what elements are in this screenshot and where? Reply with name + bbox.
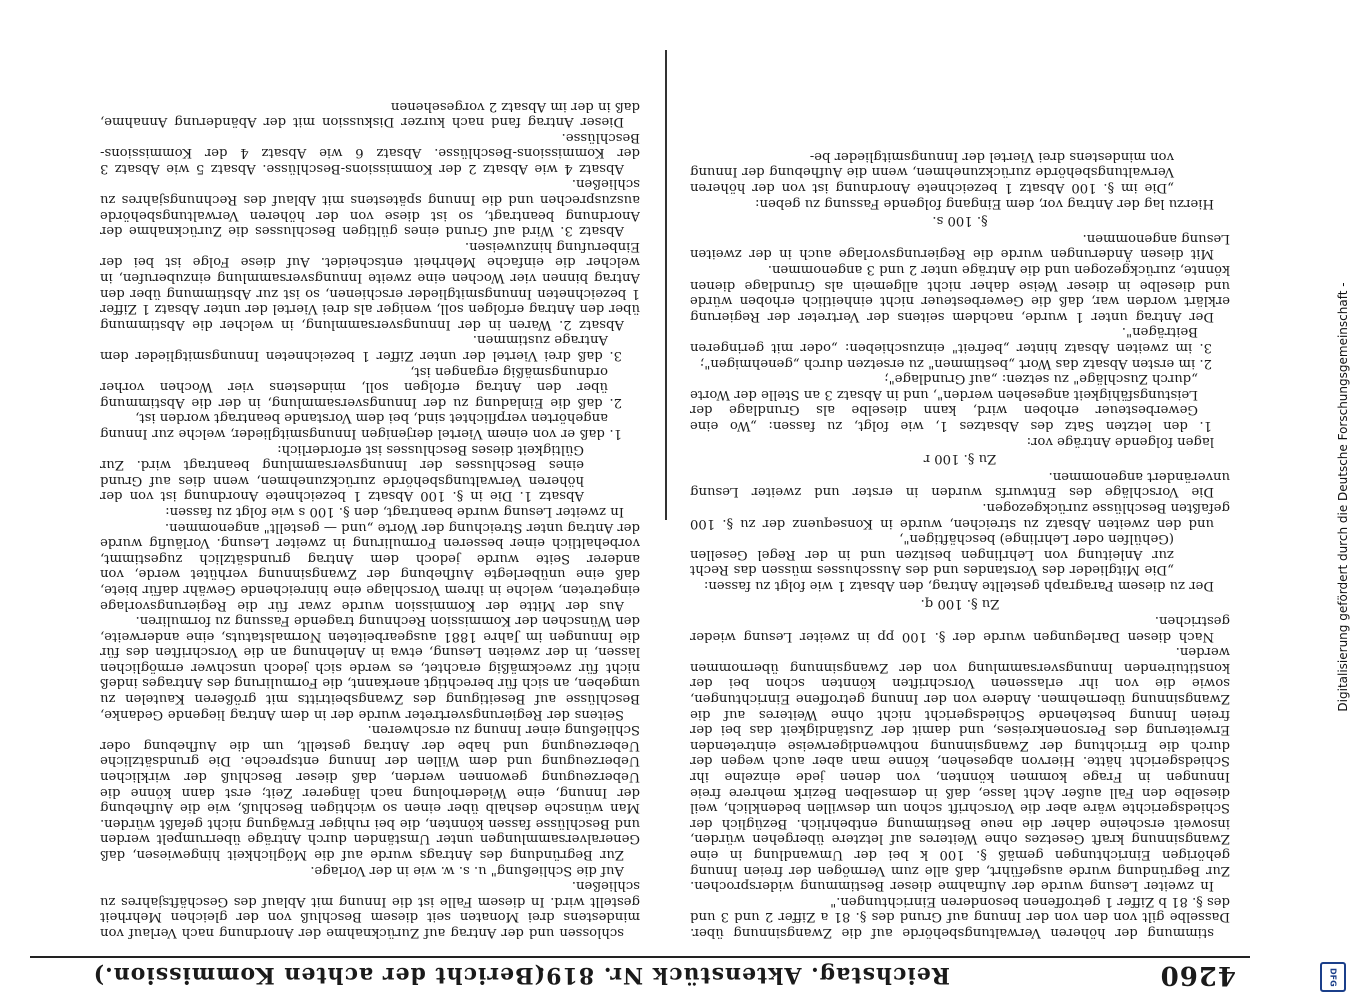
paragraph: Nach diesen Darlegungen wurde der §. 100 pp in zweiter Lesung wieder gestrichen. <box>690 613 1230 644</box>
paragraph: Absatz 4 wie Absatz 2 der Kommissions-Beschlüsse. Absatz 5 wie Absatz 3 der Kommissions-Beschlüsse. Absatz 6 wie Absatz 4 der Kommissions-Beschlüsse. <box>100 129 640 176</box>
section-title: (Bericht der achten Kommission.) <box>92 962 545 988</box>
paragraph: Der Antrag unter 1 wurde, nachdem seitens der Vertreter der Regierung erklärt worden war, daß die Gewerbesteuer nicht einheitlich erhoben würde und dieselbe in dieser Weise daher nicht allgemein als Grundlage dienen könnte, zurückgezogen und die Anträge unter 2 und 3 angenommen. <box>690 262 1230 324</box>
funding-notice: Digitalisierung gefördert durch die Deutsche Forschungsgemeinschaft - <box>1336 282 1350 712</box>
paragraph: In zweiter Lesung wurde beantragt, den §. 100 s wie folgt zu fassen: <box>165 503 624 519</box>
paragraph: Absatz 1. Die in §. 100 Absatz 1 bezeichnete Anordnung ist von der höheren Verwaltungsbehörde zurückzunehmen, wenn dies auf Grund eines Beschlusses der Innungsversammlung beantragt wird. Zur Gültigkeit dieses Beschlusses ist erforderlich: <box>100 441 584 504</box>
page-number: 4260 <box>1159 960 1236 990</box>
paragraph: Seitens der Regierungsvertreter wurde der in dem Antrag liegende Gedanke, Beschlüsse auf Beseitigung des Zwangsbeitritts mit größeren Kautelen zu umgeben, an sich für berechtigt anerkannt, die Formulirung des Antrages indeß nicht für zweckmäßig erachtet, es werde sich jedoch unschwer ermöglichen lassen, in der zweiten Lesung, etwa in Anlehnung an die Vorschriften des für die Innungen im Jahre 1881 ausgearbeiteten Normalstatuts, eine anderweite, den Wünschen der Kommission Rechnung tragende Fassung zu formuliren. <box>100 613 640 722</box>
paragraph: Zur Begründung des Antrags wurde auf die Möglichkeit hingewiesen, daß Generalversammlungen unter Umständen durch Anträge überrumpelt werden und Beschlüsse fassen könnten, die bei ruhiger Erwägung nicht gefaßt würden. Man wünsche deshalb über einen so wichtigen Beschluß, wie die Aufhebung der Innung, eine Wiederholung nach längerer Zeit; erst dann könne die Ueberzeugung gewonnen werden, daß dieser Beschluß der wirklichen Ueberzeugung und dem Willen der Innung entspreche. Die grundsätzliche Ueberzeugung und habe der Antrag gestellt, um die Aufhebung oder Schließung einer Innung zu erschweren. <box>100 722 640 863</box>
right-column <box>100 60 640 940</box>
paragraph: Dieser Antrag fand nach kurzer Diskussion mit der Abänderung Annahme, daß in der im Absatz 2 vorgesehenen <box>100 98 640 130</box>
paragraph: 2. im ersten Absatz das Wort „bestimmen" zu ersetzen durch „genehmigen"; <box>699 355 1212 371</box>
section-heading: Zu §. 100 r <box>923 451 997 467</box>
paragraph: Auf die Schließung" u. s. w. wie in der Vorlage. <box>310 862 624 878</box>
paragraph: lagen folgende Anträge vor: <box>1026 433 1214 449</box>
running-title: Reichstag. Aktenstück Nr. 819. <box>536 962 950 988</box>
paragraph: Hierzu lag der Antrag vor, dem Eingang folgende Fassung zu geben: <box>755 195 1214 211</box>
paragraph: 3. daß drei Viertel der unter Ziffer 1 bezeichneten Innungsmitglieder dem Antrage zustimmen. <box>100 332 622 364</box>
paragraph: Die Vorschläge des Entwurfs wurden in erster und zweiter Lesung unverändert angenommen. <box>690 468 1230 500</box>
paragraph: 2. daß die Einladung zu der Innungsversammlung, in der die Abstimmung über den Antrag erfolgen soll, mindestens vier Wochen vorher ordnungsmäßig ergangen ist, <box>100 363 622 410</box>
paragraph: „Die Mitglieder des Vorstandes und des Ausschusses müssen das Recht zur Anleitung von Lehrlingen besitzen und in der Regel Gesellen (Gehülfen oder Lehrlinge) beschäftigen", <box>690 531 1174 578</box>
paragraph: „Die im §. 100 Absatz 1 bezeichnete Anordnung ist von der höheren Verwaltungsbehörde zurückzunehmen, wenn die Aufhebung der Innung von mindestens drei Viertel der Innungsmitglieder be- <box>690 148 1174 196</box>
paragraph: Mit diesen Änderungen wurde die Regierungsvorlage auch in der zweiten Lesung angenommen. <box>690 230 1230 262</box>
paragraph: und den zweiten Absatz zu streichen, wurde in Konsequenz der zu §. 100 gefaßten Beschlüsse zurückgezogen. <box>690 499 1230 531</box>
paragraph: stimmung der höheren Verwaltungsbehörde auf die Zwangsinnung über. Dasselbe gilt von den von der Innung auf Grund des §. 81 a Ziffer 2 und 3 und des §. 81 b Ziffer 1 getroffenen besonderen Einrichtungen." <box>690 893 1230 940</box>
page-header <box>30 956 1250 992</box>
paragraph: Der zu diesem Paragraph gestellte Antrag, den Absatz 1 wie folgt zu fassen: <box>703 577 1214 593</box>
digitization-note <box>1318 0 1348 1000</box>
paragraph: Absatz 3. Wird auf Grund eines gültigen Beschlusses die Zurücknahme der Anordnung beantragt, so ist diese von der höheren Verwaltungsbehörde auszusprechen und die Innung spätestens mit Ablauf des Rechnungsjahres zu schließen. <box>100 176 640 239</box>
paragraph: Aus der Mitte der Kommission wurde zwar für die Regierungsvorlage eingetreten, welche in ihrem Vorschlage eine hinreichende Gewähr dafür biete, daß eine unüberlegte Aufhebung der Zwangsinnung verhütet werde, von anderer Seite wurde jedoch dem Antrag grundsätzlich zugestimmt, vorbehaltlich einer besseren Formulirung in zweiter Lesung. Vorläufig wurde der Antrag unter Streichung der Worte „und — gestellt" angenommen. <box>100 519 640 613</box>
paragraph: 1. den letzten Satz des Absatzes 1, wie folgt, zu fassen: „Wo eine Gewerbesteuer erhoben wird, kann dieselbe als Grundlage der Leistungsfähigkeit angesehen werden", und in Absatz 3 an Stelle der Worte „durch Zuschläge" zu setzen: „auf Grundlage"; <box>690 371 1212 433</box>
paragraph: 1. daß er von einem Viertel derjenigen Innungsmitglieder, welche zur Innung angehörten verpflichtet sind, bei dem Vorstande beantragt worden ist, <box>100 410 622 441</box>
column-divider <box>665 50 667 520</box>
dfg-logo <box>1320 962 1346 992</box>
section-heading: Zu §. 100 q. <box>920 595 1000 611</box>
paragraph: schlossen und der Antrag auf Zurücknahme der Anordnung nach Verlauf von mindestens drei Monaten seit diesem Beschluß von der gleichen Mehrheit gestellt wird. In diesem Falle ist die Innung mit Ablauf des Geschäftsjahres zu schließen. <box>100 878 640 940</box>
paragraph: In zweiter Lesung wurde der Aufnahme dieser Bestimmung widersprochen. Zur Begründung wurde ausgeführt, daß alle zum Vermögen der freien Innung gehörigen Einrichtungen gemäß §. 100 k bei der Umwandlung in eine Zwangsinnung kraft Gesetzes ohne Weiteres auf letztere übergehen würden, insoweit erscheine daher die neue Bestimmung entbehrlich. Bezüglich der Schiedsgerichte wäre aber die Vorschrift schon um deswillen bedenklich, weil dieselbe den Fall außer Acht lasse, daß in demselben Bezirk mehrere freie Innungen in Frage kommen könnten, von denen jede einzelne ihr Schiedsgericht hätte. Hiervon abgesehen, könne man aber auch wegen der durch die Errichtung der Zwangsinnung nothwendigerweise eintretenden Erweiterung des Personenkreises, und damit der Zuständigkeit das bei der freien Innung bestehende Schiedsgericht nicht ohne Weiteres auf die Zwangsinnung übernehmen. Andere von der Innung getroffene Einrichtungen, sowie die von ihr erlassenen Vorschriften könnten schon bei der konstituirenden Innungsversammlung von der Zwangsinnung übernommen werden. <box>690 644 1230 894</box>
paragraph: 3. im zweiten Absatz hinter „befreit" einzuschieben: „oder mit geringeren Beiträgen". <box>690 324 1212 356</box>
left-column <box>690 60 1230 940</box>
logo-text: DFG <box>1328 967 1338 987</box>
section-heading: §. 100 s. <box>932 213 988 229</box>
paragraph: Absatz 2. Waren in der Innungsversammlung, in welcher die Abstimmung über den Antrag erfolgen soll, weniger als drei Viertel der unter Absatz 1 Ziffer 1 bezeichneten Innungsmitglieder erschienen, so ist zur Abstimmung über den Antrag binnen vier Wochen eine zweite Innungsversammlung einzuberufen, in welcher die einfache Mehrheit entscheidet. Auf diese Folge ist bei der Einberufung hinzuweisen. <box>100 238 640 332</box>
